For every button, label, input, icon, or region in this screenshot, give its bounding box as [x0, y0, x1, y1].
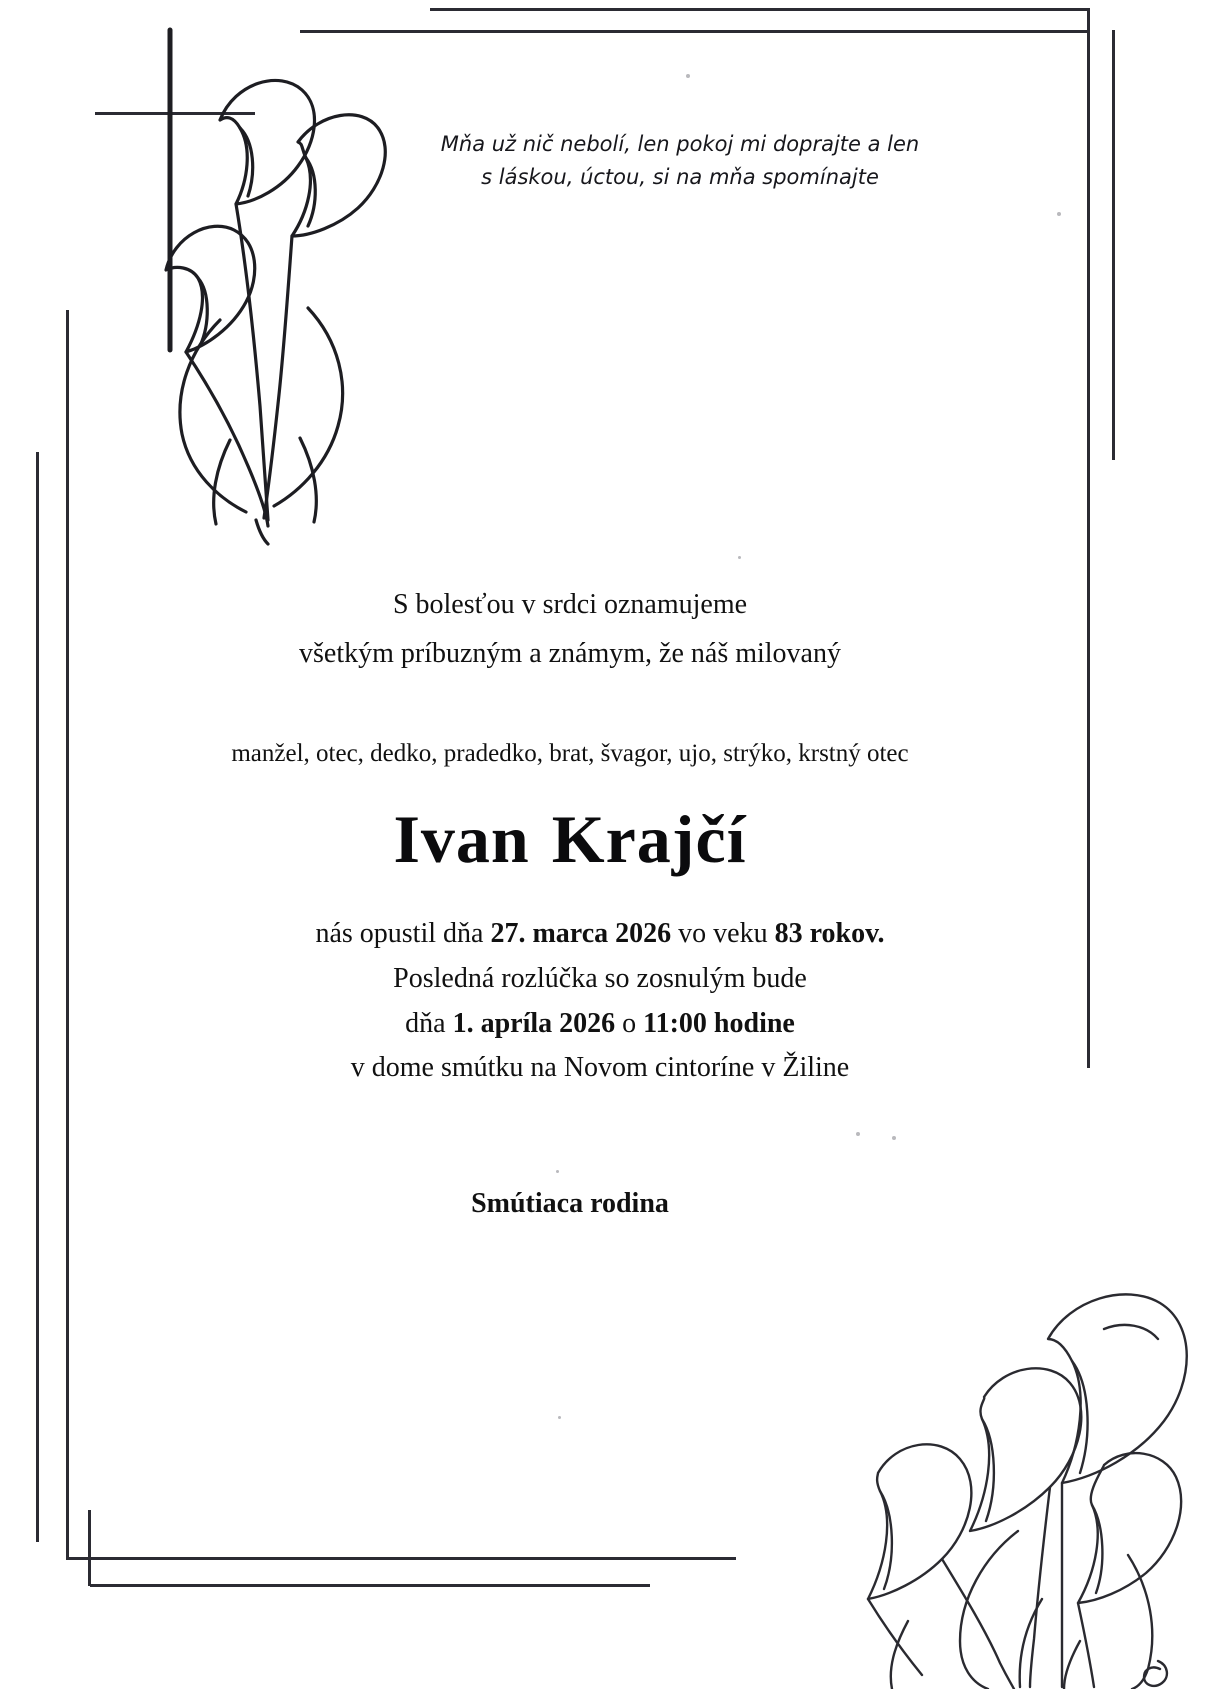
scan-speck [1057, 212, 1061, 216]
deceased-first-name: Ivan [393, 801, 530, 877]
announcement-text [120, 580, 1020, 678]
ceremony-prefix: dňa [405, 1007, 453, 1039]
ceremony-place: v dome smútku na Novom cintoríne v Žiline [350, 1052, 850, 1084]
ceremony-datetime-line [110, 1002, 1090, 1047]
deceased-last-name: Krajčí [551, 801, 747, 877]
ceremony-details [110, 912, 1090, 1091]
death-line [110, 912, 1090, 957]
ceremony-date: 1. apríla 2026 [452, 1007, 616, 1039]
announcement-line-1: S bolesťou v srdci oznamujeme [392, 589, 748, 620]
ceremony-time: 11:00 hodine [643, 1007, 795, 1039]
deceased-name [120, 800, 1020, 879]
frame-line-top [430, 8, 1090, 11]
frame-line-left [66, 310, 69, 1560]
signature-line: Smútiaca rodina [471, 1188, 669, 1219]
scan-speck [856, 1132, 860, 1136]
relations-line: manžel, otec, dedko, pradedko, brat, švagor, ujo, strýko, krstný otec [231, 740, 909, 767]
announcement-line-2: všetkým príbuzným a známym, že náš milovaný [299, 638, 841, 669]
scan-speck [892, 1136, 896, 1140]
death-date: 27. marca 2026 [490, 918, 672, 949]
frame-line-bottom-left-stub [88, 1510, 91, 1586]
frame-line-bottom [66, 1557, 736, 1560]
memorial-verse [360, 128, 1000, 193]
cross-with-calla-lilies-icon [70, 20, 470, 550]
verse-line-1: Mňa už nič nebolí, len pokoj mi doprajte a len [440, 132, 920, 156]
age-value: 83 rokov. [774, 918, 885, 949]
verse-line-2: s láskou, úctou, si na mňa spomínajte [481, 164, 879, 189]
scan-speck [556, 1170, 559, 1173]
scan-speck [558, 1416, 561, 1419]
age-prefix: vo veku [671, 918, 775, 949]
frame-line-bottom-inner [90, 1584, 650, 1587]
frame-line-right-outer [1112, 30, 1115, 460]
death-prefix: nás opustil dňa [315, 918, 491, 949]
scan-speck [686, 74, 690, 78]
ceremony-mid: o [615, 1007, 644, 1039]
calla-lilies-icon [812, 1269, 1232, 1689]
frame-line-left-outer [36, 452, 39, 1542]
frame-line-right [1087, 8, 1090, 1068]
farewell-line: Posledná rozlúčka so zosnulým bude [393, 962, 807, 994]
scan-speck [738, 556, 741, 559]
